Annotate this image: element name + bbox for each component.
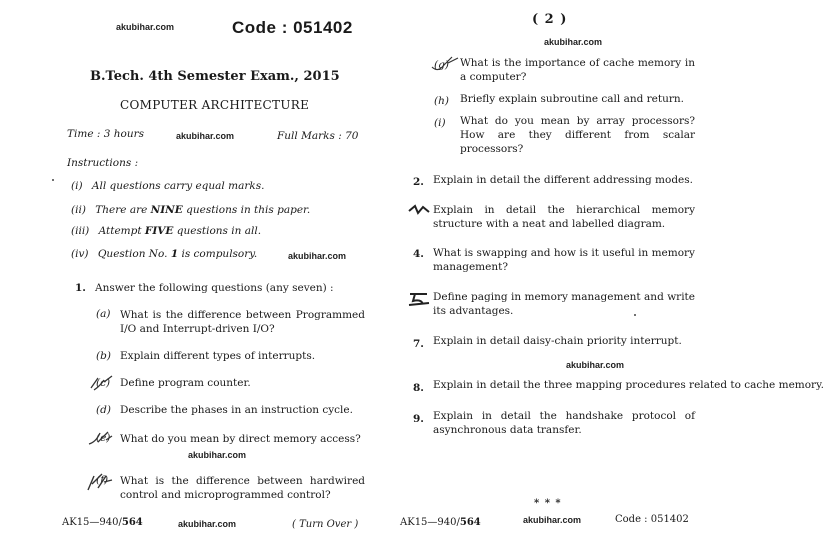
- sub-question-text: What is the importance of cache memory in a computer?: [460, 57, 695, 83]
- sub-question-text: What is the difference between Programmed I/O and Interrupt-driven I/O?: [120, 309, 365, 335]
- instructions-heading: Instructions :: [67, 157, 139, 169]
- instruction-emph: FIVE: [144, 225, 174, 237]
- instruction-text-before: Question No.: [97, 248, 171, 260]
- sub-question-text: What is the difference between hardwired control and microprogrammed control?: [120, 475, 365, 501]
- pen-mark-icon: [86, 428, 114, 448]
- watermark: akubihar.com: [188, 450, 247, 460]
- sub-question-label: (g): [434, 59, 449, 71]
- instruction-text-after: is compulsory.: [178, 248, 258, 260]
- pen-mark-icon: [88, 374, 114, 392]
- pen-mark-icon: [84, 470, 114, 494]
- question-number: 7.: [413, 338, 424, 350]
- watermark: akubihar.com: [178, 519, 237, 529]
- footer-code-prefix: AK15—940/: [62, 517, 122, 528]
- instruction-item: [71, 248, 257, 260]
- instruction-item: [71, 204, 310, 216]
- instruction-text: All questions carry equal marks.: [91, 180, 265, 192]
- exam-title: B.Tech. 4th Semester Exam., 2015: [90, 69, 340, 84]
- question-text: Explain in detail the three mapping procedures related to cache memory.: [433, 379, 824, 391]
- page-number: ( 2 ): [532, 12, 568, 27]
- sub-question-label: (b): [96, 350, 111, 362]
- subject-title: COMPUTER ARCHITECTURE: [120, 98, 310, 112]
- footer-code-bold: 564: [459, 517, 481, 528]
- question-text: What is swapping and how is it useful in memory management?: [433, 247, 695, 273]
- speck: [52, 179, 54, 181]
- sub-question-label: (f): [96, 474, 109, 486]
- pen-mark-icon: [407, 203, 431, 219]
- sub-question-label: (a): [96, 308, 111, 320]
- instruction-text-before: There are: [95, 204, 151, 216]
- sub-question-label: (c): [96, 377, 111, 389]
- instruction-emph: 1: [170, 248, 179, 260]
- end-stars: * * *: [534, 498, 562, 509]
- turn-over: ( Turn Over ): [292, 519, 359, 530]
- footer-code-prefix: AK15—940/: [400, 517, 460, 528]
- instruction-label: (ii): [71, 204, 86, 216]
- question-number: 9.: [413, 413, 424, 425]
- sub-question-text: Describe the phases in an instruction cycle.: [120, 404, 353, 416]
- instruction-emph: NINE: [150, 204, 183, 216]
- footer-paper-code: Code : 051402: [615, 514, 689, 525]
- sub-question-text: Define program counter.: [120, 377, 251, 389]
- question-number: 8.: [413, 382, 424, 394]
- sub-question-text: What do you mean by direct memory access?: [120, 433, 361, 445]
- instruction-label: (i): [71, 180, 83, 192]
- sub-question-label: (i): [434, 117, 446, 129]
- question-text: Explain in detail the hierarchical memory structure with a neat and labelled diagram.: [433, 204, 695, 230]
- sub-question-text: What do you mean by array processors? How are they different from scalar processors?: [460, 115, 695, 155]
- watermark: akubihar.com: [288, 251, 347, 261]
- instruction-text-after: questions in all.: [173, 225, 262, 237]
- pen-mark-icon: [407, 291, 431, 307]
- question-text: Explain in detail the handshake protocol of asynchronous data transfer.: [433, 410, 695, 436]
- full-marks: Full Marks : 70: [277, 130, 359, 142]
- sub-question-label: (d): [96, 404, 111, 416]
- watermark: akubihar.com: [116, 22, 175, 32]
- footer-code: [62, 517, 143, 528]
- instruction-text-before: Attempt: [98, 225, 145, 237]
- paper-code: Code : 051402: [232, 18, 353, 37]
- instruction-item: [71, 225, 261, 237]
- watermark: akubihar.com: [566, 360, 625, 370]
- watermark: akubihar.com: [523, 515, 582, 525]
- footer-code-bold: 564: [121, 517, 143, 528]
- time-allowed: Time : 3 hours: [67, 128, 145, 140]
- instruction-label: (iii): [71, 225, 90, 237]
- question-number: 1.: [75, 282, 86, 294]
- instruction-label: (iv): [71, 248, 89, 260]
- question-text: Explain in detail the different addressing modes.: [433, 174, 693, 186]
- sub-question-text: Explain different types of interrupts.: [120, 350, 316, 362]
- question-number: 4.: [413, 248, 424, 260]
- watermark: akubihar.com: [544, 37, 603, 47]
- sub-question-label: (h): [434, 95, 449, 107]
- instruction-item: [71, 180, 264, 192]
- question-number: 2.: [413, 176, 424, 188]
- pen-mark-icon: [430, 55, 464, 75]
- watermark: akubihar.com: [176, 131, 235, 141]
- question-text: Explain in detail daisy-chain priority interrupt.: [433, 335, 682, 347]
- sub-question-label: (e): [96, 432, 111, 444]
- question-text: Define paging in memory management and write its advantages.: [433, 291, 695, 317]
- sub-question-text: Briefly explain subroutine call and return.: [460, 93, 684, 105]
- speck: [634, 314, 636, 316]
- question-text: Answer the following questions (any seven) :: [95, 282, 334, 294]
- footer-code: [400, 517, 481, 528]
- instruction-text-after: questions in this paper.: [182, 204, 311, 216]
